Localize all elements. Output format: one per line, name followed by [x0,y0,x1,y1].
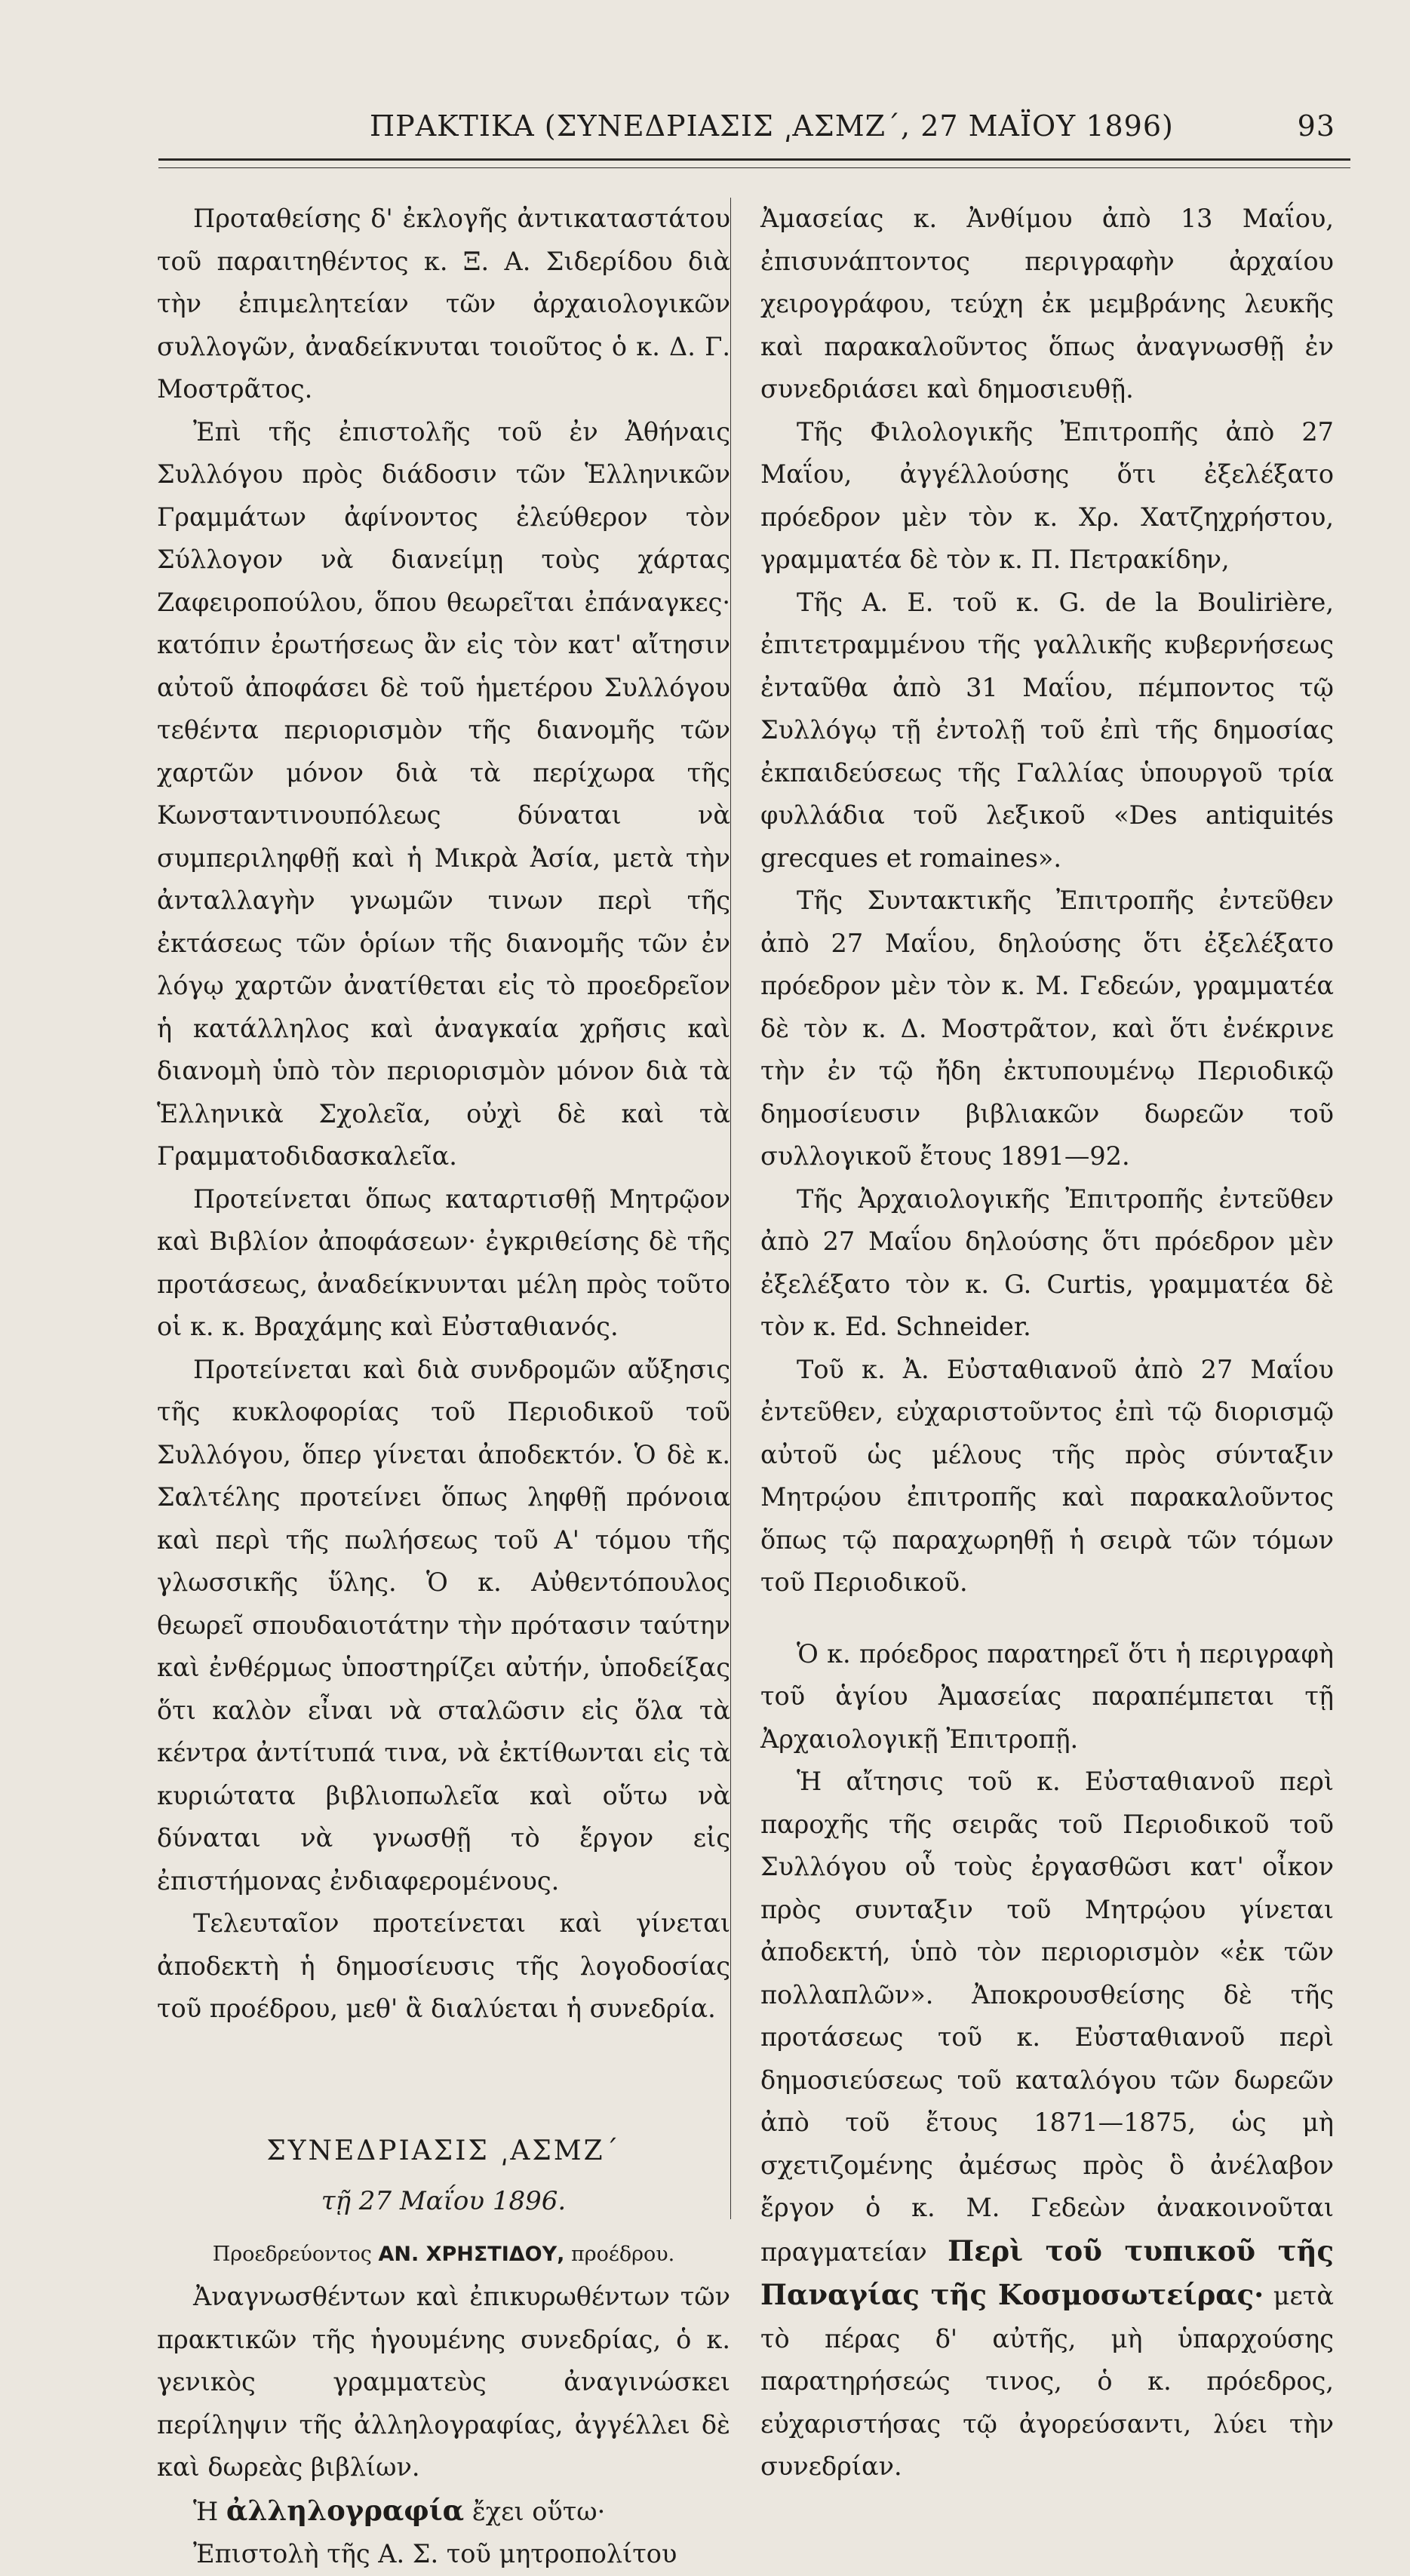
paragraph: Τῆς Φιλολογικῆς Ἐπιτροπῆς ἀπὸ 27 Μαΐου, ἀγγέλλούσης ὅτι ἐξελέξατο πρόεδρον μὲν τὸν κ. Χρ. Χατζηχρήστου, γραμματέα δὲ τὸν κ. Π. Πετρακίδην, [760,416,1334,574]
paragraph: Ἐπὶ τῆς ἐπιστολῆς τοῦ ἐν Ἀθήναις Συλλόγου πρὸς διάδοσιν τῶν Ἑλληνικῶν Γραμμάτων ἀφίνοντος ἐλεύθερον τὸν Σύλλογον νὰ διανείμῃ τοὺς χάρτας Ζαφειροπούλου, ὅπου θεωρεῖται ἐπάναγκες· κατόπιν ἐρωτήσεως ἂν εἰς τὸν κατ' αἴτησιν αὐτοῦ ἀποφάσει δὲ τοῦ ἡμετέρου Συλλόγου τεθέντα περιορισμὸν τῆς διανομῆς τῶν χαρτῶν μόνον διὰ τὰ περίχωρα τῆς Κωνσταντινουπόλεως δύναται νὰ συμπεριληφθῇ καὶ ἡ Μικρὰ Ἀσία, μετὰ τὴν ἀνταλλαγὴν γνωμῶν τινων περὶ τῆς ἐκτάσεως τῶν ὁρίων τῆς διανομῆς τῶν ἐν λόγῳ χαρτῶν ἀνατίθεται εἰς τὸ προεδρεῖον ἡ κατάλληλος καὶ ἀναγκαία χρῆσις καὶ διανομὴ ὑπὸ τὸν περιορισμὸν μόνον διὰ τὰ Ἑλληνικὰ Σχολεῖα, οὐχὶ δὲ καὶ τὰ Γραμματοδιδασκαλεῖα. [157,416,730,1171]
header-rule-thick [158,158,1350,161]
president-name: ΑΝ. ΧΡΗΣΤΙΔΟΥ, [378,2242,565,2266]
right-column [760,198,1334,2488]
presiding-label: Προεδρεύοντος [212,2242,372,2266]
paragraph: Ἀναγνωσθέντων καὶ ἐπικυρωθέντων τῶν πρακτικῶν τῆς ἡγουμένης συνεδρίας, ὁ κ. γενικὸς γραμματεὺς ἀναγινώσκει περίληψιν τῆς ἀλληλογραφίας, ἀγγέλλει δὲ καὶ δωρεὰς βιβλίων. [157,2282,730,2482]
paragraph: Προτείνεται καὶ διὰ συνδρομῶν αὔξησις τῆς κυκλοφορίας τοῦ Περιοδικοῦ τοῦ Συλλόγου, ὅπερ γίνεται ἀποδεκτόν. Ὁ δὲ κ. Σαλτέλης προτείνει ὅπως ληφθῇ πρόνοια καὶ περὶ τῆς πωλήσεως τοῦ Α' τόμου τῆς γλωσσικῆς ὕλης. Ὁ κ. Αὐθεντόπουλος θεωρεῖ σπουδαιοτάτην τὴν πρότασιν ταύτην καὶ ἐνθέρμως ὑποστηρίζει αὐτήν, ὑποδείξας ὅτι καλὸν εἶναι νὰ σταλῶσιν εἰς ὅλα τὰ κέντρα ἀντίτυπά τινα, νὰ ἐκτίθωνται εἰς τὰ κυριώτατα βιβλιοπωλεῖα καὶ οὕτω νὰ δύναται νὰ γνωσθῇ τὸ ἔργον εἰς ἐπιστήμονας ἐνδιαφερομένους. [157,1354,730,1896]
paragraph: Προτείνεται ὅπως καταρτισθῇ Μητρῷον καὶ Βιβλίον ἀποφάσεων· ἐγκριθείσης δὲ τῆς προτάσεως, ἀναδείκνυνται μέλη πρὸς τοῦτο οἱ κ. κ. Βραχάμης καὶ Εὐσταθιανός. [157,1184,730,1341]
session-heading: ΣΥΝΕΔΡΙΑΣΙΣ ͵ΑΣΜΖ΄ [266,2135,621,2166]
paragraph: Ὁ κ. πρόεδρος παρατηρεῖ ὅτι ἡ περιγραφὴ τοῦ ἁγίου Ἀμασείας παραπέμπεται τῇ Ἀρχαιολογικῇ Ἐπιτροπῇ. [760,1638,1334,1754]
paragraph: Τῆς Α. Ε. τοῦ κ. G. de la Boulirière, ἐπιτετραμμένου τῆς γαλλικῆς κυβερνήσεως ἐνταῦθα ἀπὸ 31 Μαΐου, πέμποντος τῷ Συλλόγῳ τῇ ἐντολῇ τοῦ ἐπὶ τῆς δημοσίας ἐκπαιδεύσεως τῆς Γαλλίας ὑπουργοῦ τρία φυλλάδια τοῦ λεξικοῦ «Des antiquités grecques et romaines». [760,587,1334,873]
text-run: Ἡ αἴτησις τοῦ κ. Εὐσταθιανοῦ περὶ παροχῆς τῆς σειρᾶς τοῦ Περιοδικοῦ τοῦ Συλλόγου οὗ τοὺς ἐργασθῶσι κατ' οἶκον πρὸς συνταξιν τοῦ Μητρῴου γίνεται ἀποδεκτή, ὑπὸ τὸν περιορισμὸν «ἐκ τῶν πολλαπλῶν». Ἀποκρουσθείσης δὲ τῆς προτάσεως τοῦ κ. Εὐσταθιανοῦ περὶ δημοσιεύσεως τοῦ καταλόγου τῶν δωρεῶν ἀπὸ τοῦ ἔτους 1871—1875, ὡς μὴ σχετιζομένης ἀμέσως πρὸς ὃ ἀνέλαβον ἔργον ὁ κ. Μ. Γεδεὼν ἀνακοινοῦται πραγματείαν [760,1767,1334,2267]
paragraph [157,2489,730,2534]
heavy-title: Περὶ τοῦ τυπικοῦ τῆς Παναγίας τῆς Κοσμοσωτείρας· [760,2234,1335,2311]
paragraph: Τοῦ κ. Ἀ. Εὐσταθιανοῦ ἀπὸ 27 Μαΐου ἐντεῦθεν, εὐχαριστοῦντος ἐπὶ τῷ διορισμῷ αὐτοῦ ὡς μέλους τῆς πρὸς σύνταξιν Μητρῴου ἐπιτροπῆς καὶ παρακαλοῦντος ὅπως τῷ παραχωρηθῇ ἡ σειρὰ τῶν τόμων τοῦ Περιοδικοῦ. [760,1354,1334,1597]
session-date-text: τῇ 27 Μαΐου 1896. [321,2186,567,2216]
page-number: 93 [1297,109,1335,143]
running-head [158,102,1350,147]
text-run: ἔχει οὕτω· [472,2496,606,2526]
text-run: Ἡ [193,2496,219,2526]
column-divider [730,198,731,2219]
presiding-line [157,2234,730,2277]
session-date [157,2180,730,2223]
header-title: ΠΡΑΚΤΙΚΑ (ΣΥΝΕΔΡΙΑΣΙΣ ͵ΑΣΜΖ΄, 27 ΜΑΪΟΥ 1896) [370,109,1174,143]
left-column [157,198,730,2576]
paragraph: Ἐπιστολὴ τῆς Α. Σ. τοῦ μητροπολίτου [193,2539,677,2568]
text-run: μετὰ τὸ πέρας δ' αὐτῆς, μὴ ὑπαρχούσης παρατηρήσεώς τινος, ὁ κ. πρόεδρος, εὐχαριστήσας τῷ ἀγορεύσαντι, λύει τὴν συνεδρίαν. [760,2281,1334,2481]
header-rule-thin [158,167,1350,168]
paragraph [760,1761,1334,2488]
paragraph: Τελευταῖον προτείνεται καὶ γίνεται ἀποδεκτὴ ἡ δημοσίευσις τῆς λογοδοσίας τοῦ προέδρου, μεθ' ἃ διαλύεται ἡ συνεδρία. [157,1908,730,2023]
paragraph: Τῆς Συντακτικῆς Ἐπιτροπῆς ἐντεῦθεν ἀπὸ 27 Μαΐου, δηλούσης ὅτι ἐξελέξατο πρόεδρον μὲν τὸν κ. Μ. Γεδεών, γραμματέα δὲ τὸν κ. Δ. Μοστρᾶτον, καὶ ὅτι ἐνέκρινε τὴν ἐν τῷ ἤδη ἐκτυπουμένῳ Περιοδικῷ δημοσίευσιν βιβλιακῶν δωρεῶν τοῦ συλλογικοῦ ἔτους 1891—92. [760,886,1334,1171]
paragraph: Τῆς Ἀρχαιολογικῆς Ἐπιτροπῆς ἐντεῦθεν ἀπὸ 27 Μαΐου δηλούσης ὅτι πρόεδρον μὲν ἐξελέξατο τὸν κ. G. Curtis, γραμματέα δὲ τὸν κ. Ed. Schneider. [760,1184,1334,1341]
heavy-term: ἀλληλογραφία [226,2493,465,2527]
paragraph: Προταθείσης δ' ἐκλογῆς ἀντικαταστάτου τοῦ παραιτηθέντος κ. Ξ. Α. Σιδερίδου διὰ τὴν ἐπιμελητείαν τῶν ἀρχαιολογικῶν συλλογῶν, ἀναδείκνυται τοιοῦτος ὁ κ. Δ. Γ. Μοστρᾶτος. [157,204,730,404]
paragraph: Ἀμασείας κ. Ἀνθίμου ἀπὸ 13 Μαΐου, ἐπισυνάπτοντος περιγραφὴν ἀρχαίου χειρογράφου, τεύχη ἐκ μεμβράνης λευκῆς καὶ παρακαλοῦντος ὅπως ἀναγνωσθῇ ἐν συνεδριάσει καὶ δημοσιευθῇ. [760,204,1334,404]
presiding-title: προέδρου. [571,2242,675,2266]
